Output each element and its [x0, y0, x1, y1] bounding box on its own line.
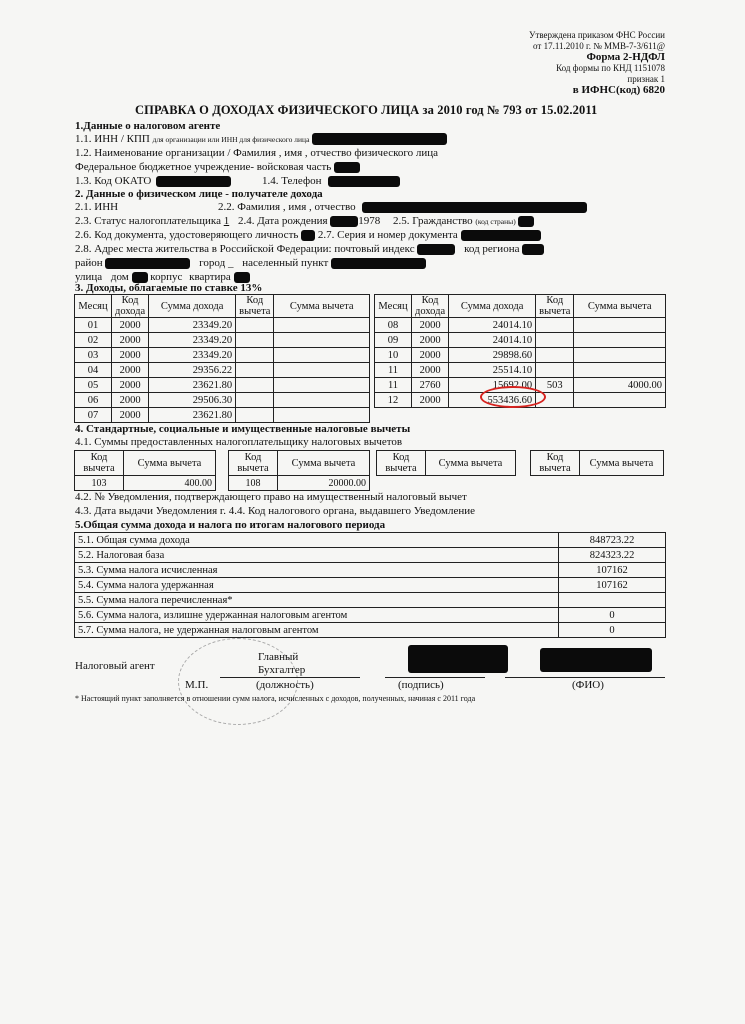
deduction-block [530, 450, 664, 476]
totals-value: 107162 [559, 563, 666, 578]
redaction-mark [301, 230, 315, 241]
totals-row [75, 593, 666, 608]
deduction-sum-cell [274, 378, 370, 393]
signature-redaction [408, 645, 508, 673]
deduction-sum-cell [574, 318, 666, 333]
org-name-label: 1.2. Наименование организации / Фамилия , имя , отчество физического лица [75, 147, 439, 159]
income-sum-cell: 23621.80 [149, 378, 236, 393]
income-sum-cell: 29356.22 [149, 363, 236, 378]
month-cell: 08 [375, 318, 412, 333]
okato-label: 1.3. Код ОКАТО [75, 175, 152, 187]
person-fio-row [218, 201, 587, 213]
footnote: * Настоящий пункт заполняется в отношении сумм налога, исчисленных с доходов, полученных, начиная с 2011 года [75, 694, 476, 703]
district-label: район [75, 257, 103, 269]
document-title: СПРАВКА О ДОХОДАХ ФИЗИЧЕСКОГО ЛИЦА за 2010 год № 793 от 15.02.2011 [135, 103, 598, 117]
deduction-sum-cell: 400.00 [124, 476, 216, 491]
redaction-mark [522, 244, 544, 255]
redaction-mark [334, 162, 360, 173]
status-label: 2.3. Статус налогоплательщика [75, 215, 221, 227]
income-row [75, 333, 370, 348]
position-line-2: Бухгалтер [258, 664, 306, 676]
totals-row [75, 608, 666, 623]
deduction-code-cell [536, 348, 574, 363]
sign-signature-line [385, 677, 485, 678]
month-cell: 04 [75, 363, 112, 378]
totals-value [559, 593, 666, 608]
header-deduction-sum: Сумма вычета [574, 295, 666, 318]
income-row [375, 348, 666, 363]
income-code-cell: 2000 [112, 408, 149, 423]
totals-label: 5.3. Сумма налога исчисленная [75, 563, 559, 578]
income-code-cell: 2000 [412, 363, 449, 378]
highlight-circle [480, 386, 546, 408]
notice-date-label: 4.3. Дата выдачи Уведомления г. 4.4. Код налогового органа, выдавшего Уведомление [75, 505, 476, 517]
deduction-code-header: Код вычета [531, 451, 580, 476]
header-deduction-code: Код вычета [536, 295, 574, 318]
deduction-block [228, 450, 370, 491]
deduction-code-cell [236, 393, 274, 408]
header-month: Месяц [375, 295, 412, 318]
income-row [75, 408, 370, 423]
deduction-sum-cell: 4000.00 [574, 378, 666, 393]
totals-row [75, 578, 666, 593]
status-value: 1 [223, 215, 230, 227]
income-sum-cell: 25514.10 [449, 363, 536, 378]
month-cell: 09 [375, 333, 412, 348]
org-name-row [75, 161, 360, 173]
income-row [375, 318, 666, 333]
month-cell: 01 [75, 318, 112, 333]
inn-kpp-note: для организации или ИНН для физического лица [152, 135, 310, 144]
income-sum-cell: 23621.80 [149, 408, 236, 423]
fio-label: (ФИО) [572, 679, 604, 691]
redaction-mark [331, 258, 426, 269]
ifns-code: в ИФНС(код) 6820 [572, 84, 665, 96]
deduction-code-cell [536, 318, 574, 333]
settlement-label: населенный пункт [242, 257, 329, 269]
doc-series-label: 2.7. Серия и номер документа [317, 229, 458, 241]
income-row [75, 363, 370, 378]
totals-label: 5.5. Сумма налога перечисленная* [75, 593, 559, 608]
totals-label: 5.1. Общая сумма дохода [75, 533, 559, 548]
income-row [375, 333, 666, 348]
income-row [75, 318, 370, 333]
header-income-sum: Сумма дохода [449, 295, 536, 318]
redaction-mark [518, 216, 534, 227]
totals-label: 5.7. Сумма налога, не удержанная налоговым агентом [75, 623, 559, 638]
month-cell: 12 [375, 393, 412, 408]
deduction-sum-cell [274, 318, 370, 333]
income-sum-cell: 29898.60 [449, 348, 536, 363]
redaction-mark [417, 244, 455, 255]
deduction-sum-cell [274, 363, 370, 378]
month-cell: 06 [75, 393, 112, 408]
deduction-code-cell [236, 363, 274, 378]
income-code-cell: 2000 [112, 393, 149, 408]
redaction-mark [330, 216, 358, 227]
city-label: город [199, 257, 226, 269]
deduction-block [74, 450, 216, 491]
month-cell: 10 [375, 348, 412, 363]
redaction-mark [461, 230, 541, 241]
deduction-code-cell [236, 318, 274, 333]
income-sum-cell: 23349.20 [149, 333, 236, 348]
totals-table [74, 532, 666, 638]
month-cell: 02 [75, 333, 112, 348]
header-month: Месяц [75, 295, 112, 318]
month-cell: 05 [75, 378, 112, 393]
building-label: корпус [150, 271, 183, 283]
citizenship-label: 2.5. Гражданство [393, 215, 473, 227]
deduction-code-header: Код вычета [377, 451, 426, 476]
income-code-cell: 2000 [112, 318, 149, 333]
income-code-cell: 2000 [112, 363, 149, 378]
redaction-mark [312, 133, 447, 145]
income-code-cell: 2000 [112, 348, 149, 363]
deduction-sum-cell [574, 393, 666, 408]
section4-sub: 4.1. Суммы предоставленных налогоплательщику налоговых вычетов [75, 436, 403, 448]
birth-label: 2.4. Дата рождения [237, 215, 328, 227]
header-deduction-code: Код вычета [236, 295, 274, 318]
deduction-code-cell [536, 333, 574, 348]
deduction-sum-cell [274, 333, 370, 348]
section2-heading: 2. Данные о физическом лице - получателе дохода [75, 188, 323, 200]
month-cell: 07 [75, 408, 112, 423]
deduction-sum-header: Сумма вычета [580, 451, 664, 476]
income-sum-cell: 29506.30 [149, 393, 236, 408]
region-label: код региона [464, 243, 520, 255]
income-sum-cell: 553436.60 [449, 393, 536, 408]
address-label: 2.8. Адрес места жительства в Российской Федерации: почтовый индекс [75, 243, 415, 255]
deduction-sum-cell [274, 348, 370, 363]
income-sum-cell: 24014.10 [449, 318, 536, 333]
totals-row [75, 533, 666, 548]
deduction-code-header: Код вычета [75, 451, 124, 476]
position-label: (должность) [256, 679, 314, 691]
sign-attr: признак 1 [627, 74, 665, 84]
income-row [375, 363, 666, 378]
flat-label: квартира [189, 271, 231, 283]
totals-label: 5.2. Налоговая база [75, 548, 559, 563]
fio-redaction [540, 648, 652, 672]
sign-label: (подпись) [398, 679, 444, 691]
income-code-cell: 2000 [412, 393, 449, 408]
income-code-cell: 2000 [112, 378, 149, 393]
deduction-sum-cell: 20000.00 [278, 476, 370, 491]
notice-label: 4.2. № Уведомления, подтверждающего право на имущественный налоговый вычет [75, 491, 467, 503]
form-header [529, 30, 665, 96]
house-label: дом [110, 271, 129, 283]
income-row [75, 393, 370, 408]
deduction-code-cell: 503 [536, 378, 574, 393]
deduction-code-cell: 108 [229, 476, 278, 491]
phone-row [262, 175, 400, 187]
income-sum-cell: 23349.20 [149, 318, 236, 333]
agent-label: Налоговый агент [75, 660, 155, 672]
totals-label: 5.4. Сумма налога удержанная [75, 578, 559, 593]
person-fio-label: 2.2. Фамилия , имя , отчество [218, 201, 356, 213]
person-inn-label: 2.1. ИНН [75, 201, 119, 213]
income-row [75, 378, 370, 393]
income-sum-cell: 24014.10 [449, 333, 536, 348]
status-row [75, 215, 534, 227]
deduction-code-cell [236, 333, 274, 348]
redaction-mark [105, 258, 190, 269]
deduction-sum-header: Сумма вычета [426, 451, 516, 476]
position-signature-line [220, 677, 360, 678]
month-cell: 11 [375, 363, 412, 378]
deduction-sum-cell [574, 348, 666, 363]
section4-heading: 4. Стандартные, социальные и имущественные налоговые вычеты [75, 423, 411, 435]
header-income-code: Код дохода [112, 295, 149, 318]
approved-line-1: Утверждена приказом ФНС России [529, 30, 665, 40]
income-code-cell: 2000 [412, 348, 449, 363]
totals-value: 107162 [559, 578, 666, 593]
position-line-1: Главный [258, 651, 299, 663]
header-deduction-sum: Сумма вычета [274, 295, 370, 318]
redaction-mark [362, 202, 587, 213]
income-code-cell: 2000 [412, 318, 449, 333]
totals-value: 0 [559, 608, 666, 623]
month-cell: 11 [375, 378, 412, 393]
form-name: Форма 2-НДФЛ [586, 51, 665, 63]
doc-row [75, 229, 541, 241]
citizenship-note: (код страны) [475, 217, 516, 226]
deduction-code-cell [536, 363, 574, 378]
birth-year: 1978 [358, 215, 381, 227]
income-table-left [74, 294, 370, 423]
deduction-sum-header: Сумма вычета [124, 451, 216, 476]
deduction-sum-cell [274, 393, 370, 408]
deduction-sum-cell [574, 363, 666, 378]
totals-value: 848723.22 [559, 533, 666, 548]
deduction-sum-cell [274, 408, 370, 423]
okato-row [75, 175, 231, 187]
income-code-cell: 2000 [112, 333, 149, 348]
deduction-sum-cell [574, 333, 666, 348]
phone-label: 1.4. Телефон [262, 175, 322, 187]
header-income-sum: Сумма дохода [149, 295, 236, 318]
org-name-value: Федеральное бюджетное учреждение- войсковая часть [75, 161, 332, 173]
section5-heading: 5.Общая сумма дохода и налога по итогам налогового периода [75, 519, 386, 531]
redaction-mark [328, 176, 400, 187]
deduction-sum-header: Сумма вычета [278, 451, 370, 476]
totals-row [75, 548, 666, 563]
totals-row [75, 563, 666, 578]
header-income-code: Код дохода [412, 295, 449, 318]
mp-label: М.П. [185, 679, 209, 691]
deduction-block [376, 450, 516, 476]
totals-label: 5.6. Сумма налога, излишне удержанная налоговым агентом [75, 608, 559, 623]
inn-kpp-row [75, 133, 447, 145]
doc-code-label: 2.6. Код документа, удостоверяющего личность [75, 229, 299, 241]
approved-line-2: от 17.11.2010 г. № ММВ-7-3/611@ [533, 41, 665, 51]
income-row [75, 348, 370, 363]
income-code-cell: 2000 [412, 333, 449, 348]
redaction-mark [156, 176, 231, 187]
deduction-code-cell: 103 [75, 476, 124, 491]
deduction-code-header: Код вычета [229, 451, 278, 476]
deduction-code-cell [236, 378, 274, 393]
income-sum-cell: 15692.00 [449, 378, 536, 393]
deduction-code-cell [236, 408, 274, 423]
totals-value: 824323.22 [559, 548, 666, 563]
address-row [75, 243, 544, 255]
month-cell: 03 [75, 348, 112, 363]
section1-heading: 1.Данные о налоговом агенте [75, 120, 221, 132]
totals-row [75, 623, 666, 638]
street-label: улица [75, 271, 103, 283]
totals-value: 0 [559, 623, 666, 638]
district-row: район город _ населенный пункт [75, 257, 426, 269]
deduction-code-cell [236, 348, 274, 363]
income-code-cell: 2760 [412, 378, 449, 393]
knd-code: Код формы по КНД 1151078 [556, 63, 665, 73]
fio-signature-line [505, 677, 665, 678]
income-sum-cell: 23349.20 [149, 348, 236, 363]
inn-kpp-label: 1.1. ИНН / КПП [75, 133, 150, 145]
section3-heading: 3. Доходы, облагаемые по ставке 13% [75, 282, 263, 294]
